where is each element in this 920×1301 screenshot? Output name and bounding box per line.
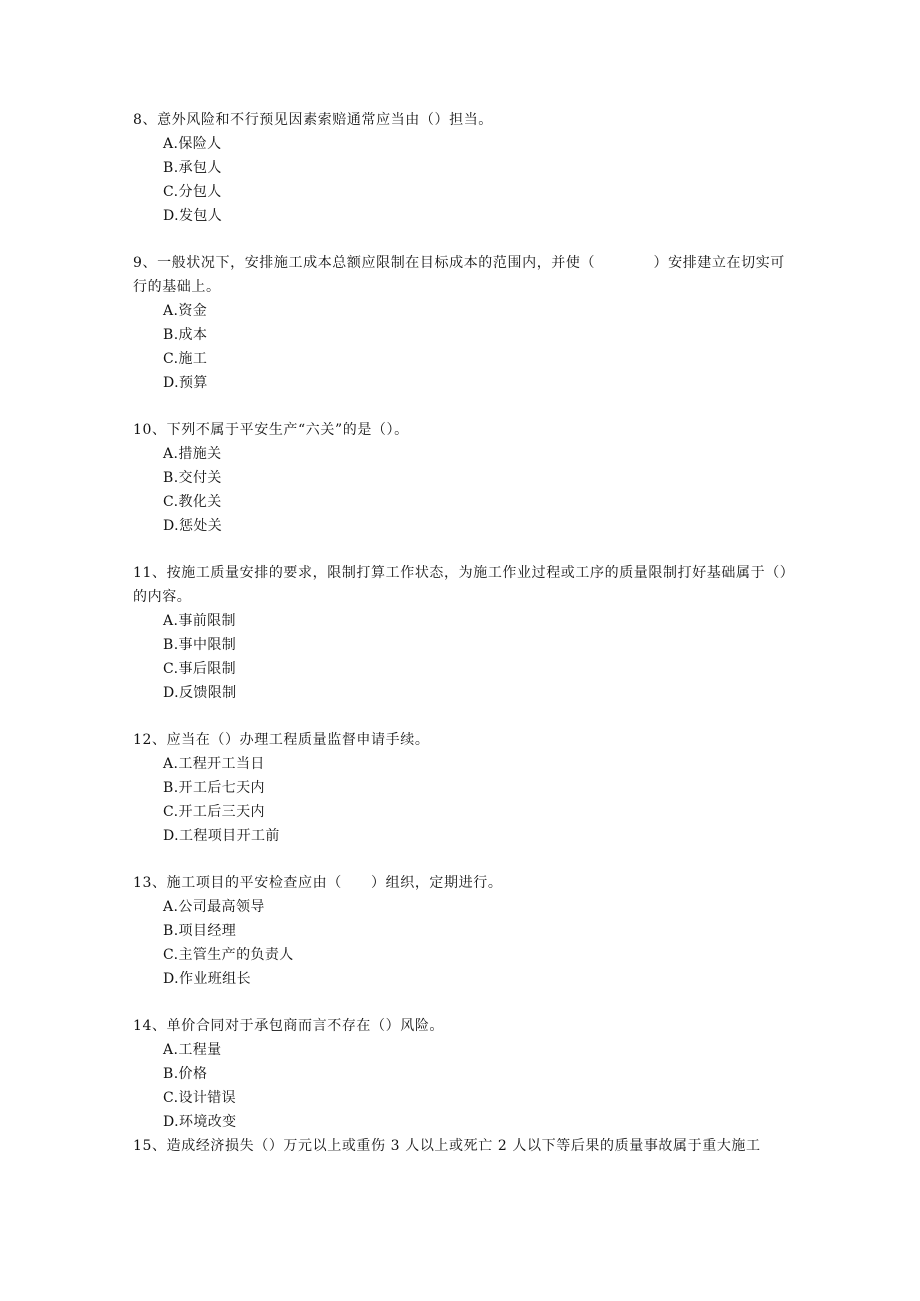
- option-list: [133, 132, 788, 228]
- option-a: A.措施关: [163, 446, 222, 462]
- option-a: A.工程量: [163, 1042, 222, 1058]
- option-c: C.施工: [163, 351, 208, 367]
- option-d: D.发包人: [163, 208, 223, 224]
- option-c: C.分包人: [163, 184, 222, 200]
- option-d: D.预算: [163, 375, 208, 391]
- option-b: B.承包人: [163, 160, 222, 176]
- option-b: B.交付关: [163, 470, 222, 486]
- option-d: D.惩处关: [163, 518, 223, 534]
- question-11: [133, 561, 788, 705]
- option-list: [133, 299, 788, 395]
- question-stem: 10、下列不属于平安生产“六关”的是（）。: [133, 422, 409, 438]
- option-b: B.价格: [163, 1066, 208, 1082]
- question-stem: 12、应当在（）办理工程质量监督申请手续。: [133, 732, 430, 748]
- question-15: [133, 1134, 788, 1158]
- option-b: B.项目经理: [163, 923, 237, 939]
- option-d: D.工程项目开工前: [163, 828, 280, 844]
- question-10: [133, 418, 788, 538]
- option-list: [133, 609, 788, 705]
- question-8: [133, 108, 788, 228]
- option-c: C.事后限制: [163, 661, 237, 677]
- option-a: A.公司最高领导: [163, 899, 265, 915]
- option-c: C.开工后三天内: [163, 804, 265, 820]
- option-d: D.环境改变: [163, 1114, 237, 1130]
- option-d: D.作业班组长: [163, 971, 251, 987]
- option-list: [133, 895, 788, 991]
- question-stem: 14、单价合同对于承包商而言不存在（）风险。: [133, 1018, 445, 1034]
- question-stem: 11、按施工质量安排的要求，限制打算工作状态，为施工作业过程或工序的质量限制打好基础属于（）的内容。: [133, 565, 788, 605]
- option-c: C.设计错误: [163, 1090, 237, 1106]
- option-list: [133, 442, 788, 538]
- option-b: B.开工后七天内: [163, 780, 265, 796]
- question-stem: 9、一般状况下，安排施工成本总额应限制在目标成本的范围内，并使（ ）安排建立在切实可行的基础上。: [133, 255, 785, 295]
- question-12: [133, 728, 788, 848]
- option-a: A.工程开工当日: [163, 756, 265, 772]
- option-b: B.事中限制: [163, 637, 237, 653]
- question-14: [133, 1014, 788, 1134]
- option-b: B.成本: [163, 327, 208, 343]
- question-stem: 13、施工项目的平安检查应由（ ）组织，定期进行。: [133, 875, 503, 891]
- option-d: D.反馈限制: [163, 685, 237, 701]
- option-a: A.事前限制: [163, 613, 236, 629]
- question-stem: 8、意外风险和不行预见因素索赔通常应当由（）担当。: [133, 112, 493, 128]
- option-list: [133, 1038, 788, 1134]
- question-9: [133, 251, 788, 395]
- question-list: [133, 108, 788, 1181]
- question-13: [133, 871, 788, 991]
- option-a: A.保险人: [163, 136, 222, 152]
- question-stem: 15、造成经济损失（）万元以上或重伤 3 人以上或死亡 2 人以下等后果的质量事故属于重大施工: [133, 1138, 761, 1154]
- option-c: C.主管生产的负责人: [163, 947, 294, 963]
- option-a: A.资金: [163, 303, 208, 319]
- option-c: C.教化关: [163, 494, 222, 510]
- option-list: [133, 752, 788, 848]
